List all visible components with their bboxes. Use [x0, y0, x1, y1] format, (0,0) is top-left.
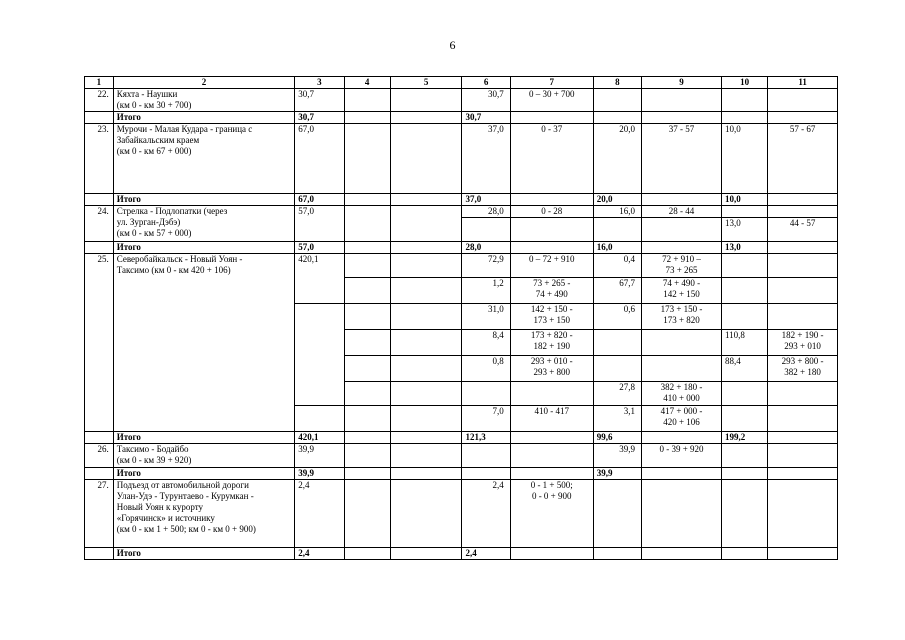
- col-header: 1: [85, 77, 114, 89]
- cell-km-range: 142 + 150 - 173 + 150: [510, 304, 593, 330]
- cell-length: 67,0: [295, 124, 344, 194]
- total-row: [85, 194, 838, 206]
- cell-total: 99,6: [593, 432, 641, 444]
- cell-km-range: 417 + 000 - 420 + 106: [641, 406, 721, 432]
- cell-total: 30,7: [295, 112, 344, 124]
- cell-km-range: 0 - 28: [510, 206, 593, 218]
- total-label: Итого: [113, 112, 295, 124]
- cell-length: 88,4: [722, 356, 768, 382]
- cell-length: 39,9: [295, 444, 344, 468]
- cell-total: 20,0: [593, 194, 641, 206]
- table-row: [85, 444, 838, 468]
- col-header: 6: [462, 77, 510, 89]
- cell-km-range: 173 + 820 - 182 + 190: [510, 330, 593, 356]
- cell-length: 31,0: [462, 304, 510, 330]
- col-header: 8: [593, 77, 641, 89]
- cell-length: 10,0: [722, 124, 768, 194]
- cell-total: 37,0: [462, 194, 510, 206]
- cell-total: 57,0: [295, 242, 344, 254]
- cell-length: 110,8: [722, 330, 768, 356]
- cell-km-range: 382 + 180 - 410 + 000: [641, 382, 721, 406]
- cell-total: 16,0: [593, 242, 641, 254]
- header-row: [85, 77, 838, 89]
- col-header: 11: [768, 77, 838, 89]
- table-row: [85, 206, 838, 218]
- cell-total: 121,3: [462, 432, 510, 444]
- table-row: [85, 124, 838, 194]
- total-label: Итого: [113, 194, 295, 206]
- road-name: Таксимо - Бодайбо (км 0 - км 39 + 920): [113, 444, 295, 468]
- cell-km-range: 0 - 37: [510, 124, 593, 194]
- road-name: Мурочи - Малая Кудара - граница с Забайкальским краем (км 0 - км 67 + 000): [113, 124, 295, 194]
- page-number: 6: [449, 38, 456, 52]
- table-row: [85, 89, 838, 112]
- cell-total: 2,4: [295, 548, 344, 560]
- row-number: 22.: [85, 89, 114, 112]
- col-header: 7: [510, 77, 593, 89]
- cell-km-range: 0 - 1 + 500; 0 - 0 + 900: [510, 480, 593, 548]
- cell-length: 2,4: [295, 480, 344, 548]
- total-row: [85, 468, 838, 480]
- total-row: [85, 432, 838, 444]
- col-header: 4: [344, 77, 390, 89]
- total-label: Итого: [113, 242, 295, 254]
- cell-km-range: 410 - 417: [510, 406, 593, 432]
- cell-km-range: 173 + 150 - 173 + 820: [641, 304, 721, 330]
- cell-length: 7,0: [462, 406, 510, 432]
- cell-total: 28,0: [462, 242, 510, 254]
- cell-length: 3,1: [593, 406, 641, 432]
- cell-length: 420,1: [295, 254, 344, 304]
- cell-length: 20,0: [593, 124, 641, 194]
- cell-km-range: 44 - 57: [768, 218, 838, 242]
- cell-total: 13,0: [722, 242, 768, 254]
- total-row: [85, 548, 838, 560]
- total-row: [85, 242, 838, 254]
- cell-length: 30,7: [295, 89, 344, 112]
- cell-total: 30,7: [462, 112, 510, 124]
- cell-length: 0,8: [462, 356, 510, 382]
- total-row: [85, 112, 838, 124]
- cell-km-range: 72 + 910 – 73 + 265: [641, 254, 721, 278]
- cell-length: 39,9: [593, 444, 641, 468]
- table-row: [85, 254, 838, 278]
- cell-km-range: 73 + 265 - 74 + 490: [510, 278, 593, 304]
- cell-km-range: 28 - 44: [641, 206, 721, 218]
- cell-length: 28,0: [462, 206, 510, 218]
- cell-total: 39,9: [295, 468, 344, 480]
- road-name: Подъезд от автомобильной дороги Улан-Удэ - Турунтаево - Курумкан - Новый Уоян к курорту «Горячинск» и источнику (км 0 - км 1 + 500; км 0 - км 0 + 900): [113, 480, 295, 548]
- cell-length: 2,4: [462, 480, 510, 548]
- col-header: 3: [295, 77, 344, 89]
- road-name: Кяхта - Наушки (км 0 - км 30 + 700): [113, 89, 295, 112]
- total-label: Итого: [113, 432, 295, 444]
- cell-length: 1,2: [462, 278, 510, 304]
- cell-km-range: 0 - 39 + 920: [641, 444, 721, 468]
- col-header: 10: [722, 77, 768, 89]
- cell-length: 16,0: [593, 206, 641, 218]
- total-label: Итого: [113, 468, 295, 480]
- cell-km-range: 293 + 010 - 293 + 800: [510, 356, 593, 382]
- cell-length: 0,6: [593, 304, 641, 330]
- cell-total: 39,9: [593, 468, 641, 480]
- cell-length: 30,7: [462, 89, 510, 112]
- row-number: 24.: [85, 206, 114, 242]
- cell-length: 57,0: [295, 206, 344, 242]
- row-number: 26.: [85, 444, 114, 468]
- cell-km-range: 57 - 67: [768, 124, 838, 194]
- cell-km-range: 293 + 800 - 382 + 180: [768, 356, 838, 382]
- col-header: 9: [641, 77, 721, 89]
- cell-length: 67,7: [593, 278, 641, 304]
- cell-length: 13,0: [722, 218, 768, 242]
- cell-total: 420,1: [295, 432, 344, 444]
- cell-length: 0,4: [593, 254, 641, 278]
- row-number: 23.: [85, 124, 114, 194]
- col-header: 5: [390, 77, 462, 89]
- row-number: 25.: [85, 254, 114, 432]
- total-label: Итого: [113, 548, 295, 560]
- roads-table: [84, 76, 838, 560]
- cell-length: 37,0: [462, 124, 510, 194]
- road-name: Стрелка - Подлопатки (через ул. Зурган-Дэбэ) (км 0 - км 57 + 000): [113, 206, 295, 242]
- cell-km-range: 37 - 57: [641, 124, 721, 194]
- cell-km-range: 182 + 190 - 293 + 010: [768, 330, 838, 356]
- cell-total: 199,2: [722, 432, 768, 444]
- cell-km-range: 0 – 30 + 700: [510, 89, 593, 112]
- col-header: 2: [113, 77, 295, 89]
- cell-total: 10,0: [722, 194, 768, 206]
- cell-length: 8,4: [462, 330, 510, 356]
- cell-length: 27,8: [593, 382, 641, 406]
- row-number: 27.: [85, 480, 114, 548]
- table-row: [85, 480, 838, 548]
- cell-km-range: 0 – 72 + 910: [510, 254, 593, 278]
- cell-length: 72,9: [462, 254, 510, 278]
- road-name: Северобайкальск - Новый Уоян - Таксимо (км 0 - км 420 + 106): [113, 254, 295, 432]
- cell-total: 67,0: [295, 194, 344, 206]
- cell-km-range: 74 + 490 - 142 + 150: [641, 278, 721, 304]
- cell-total: 2,4: [462, 548, 510, 560]
